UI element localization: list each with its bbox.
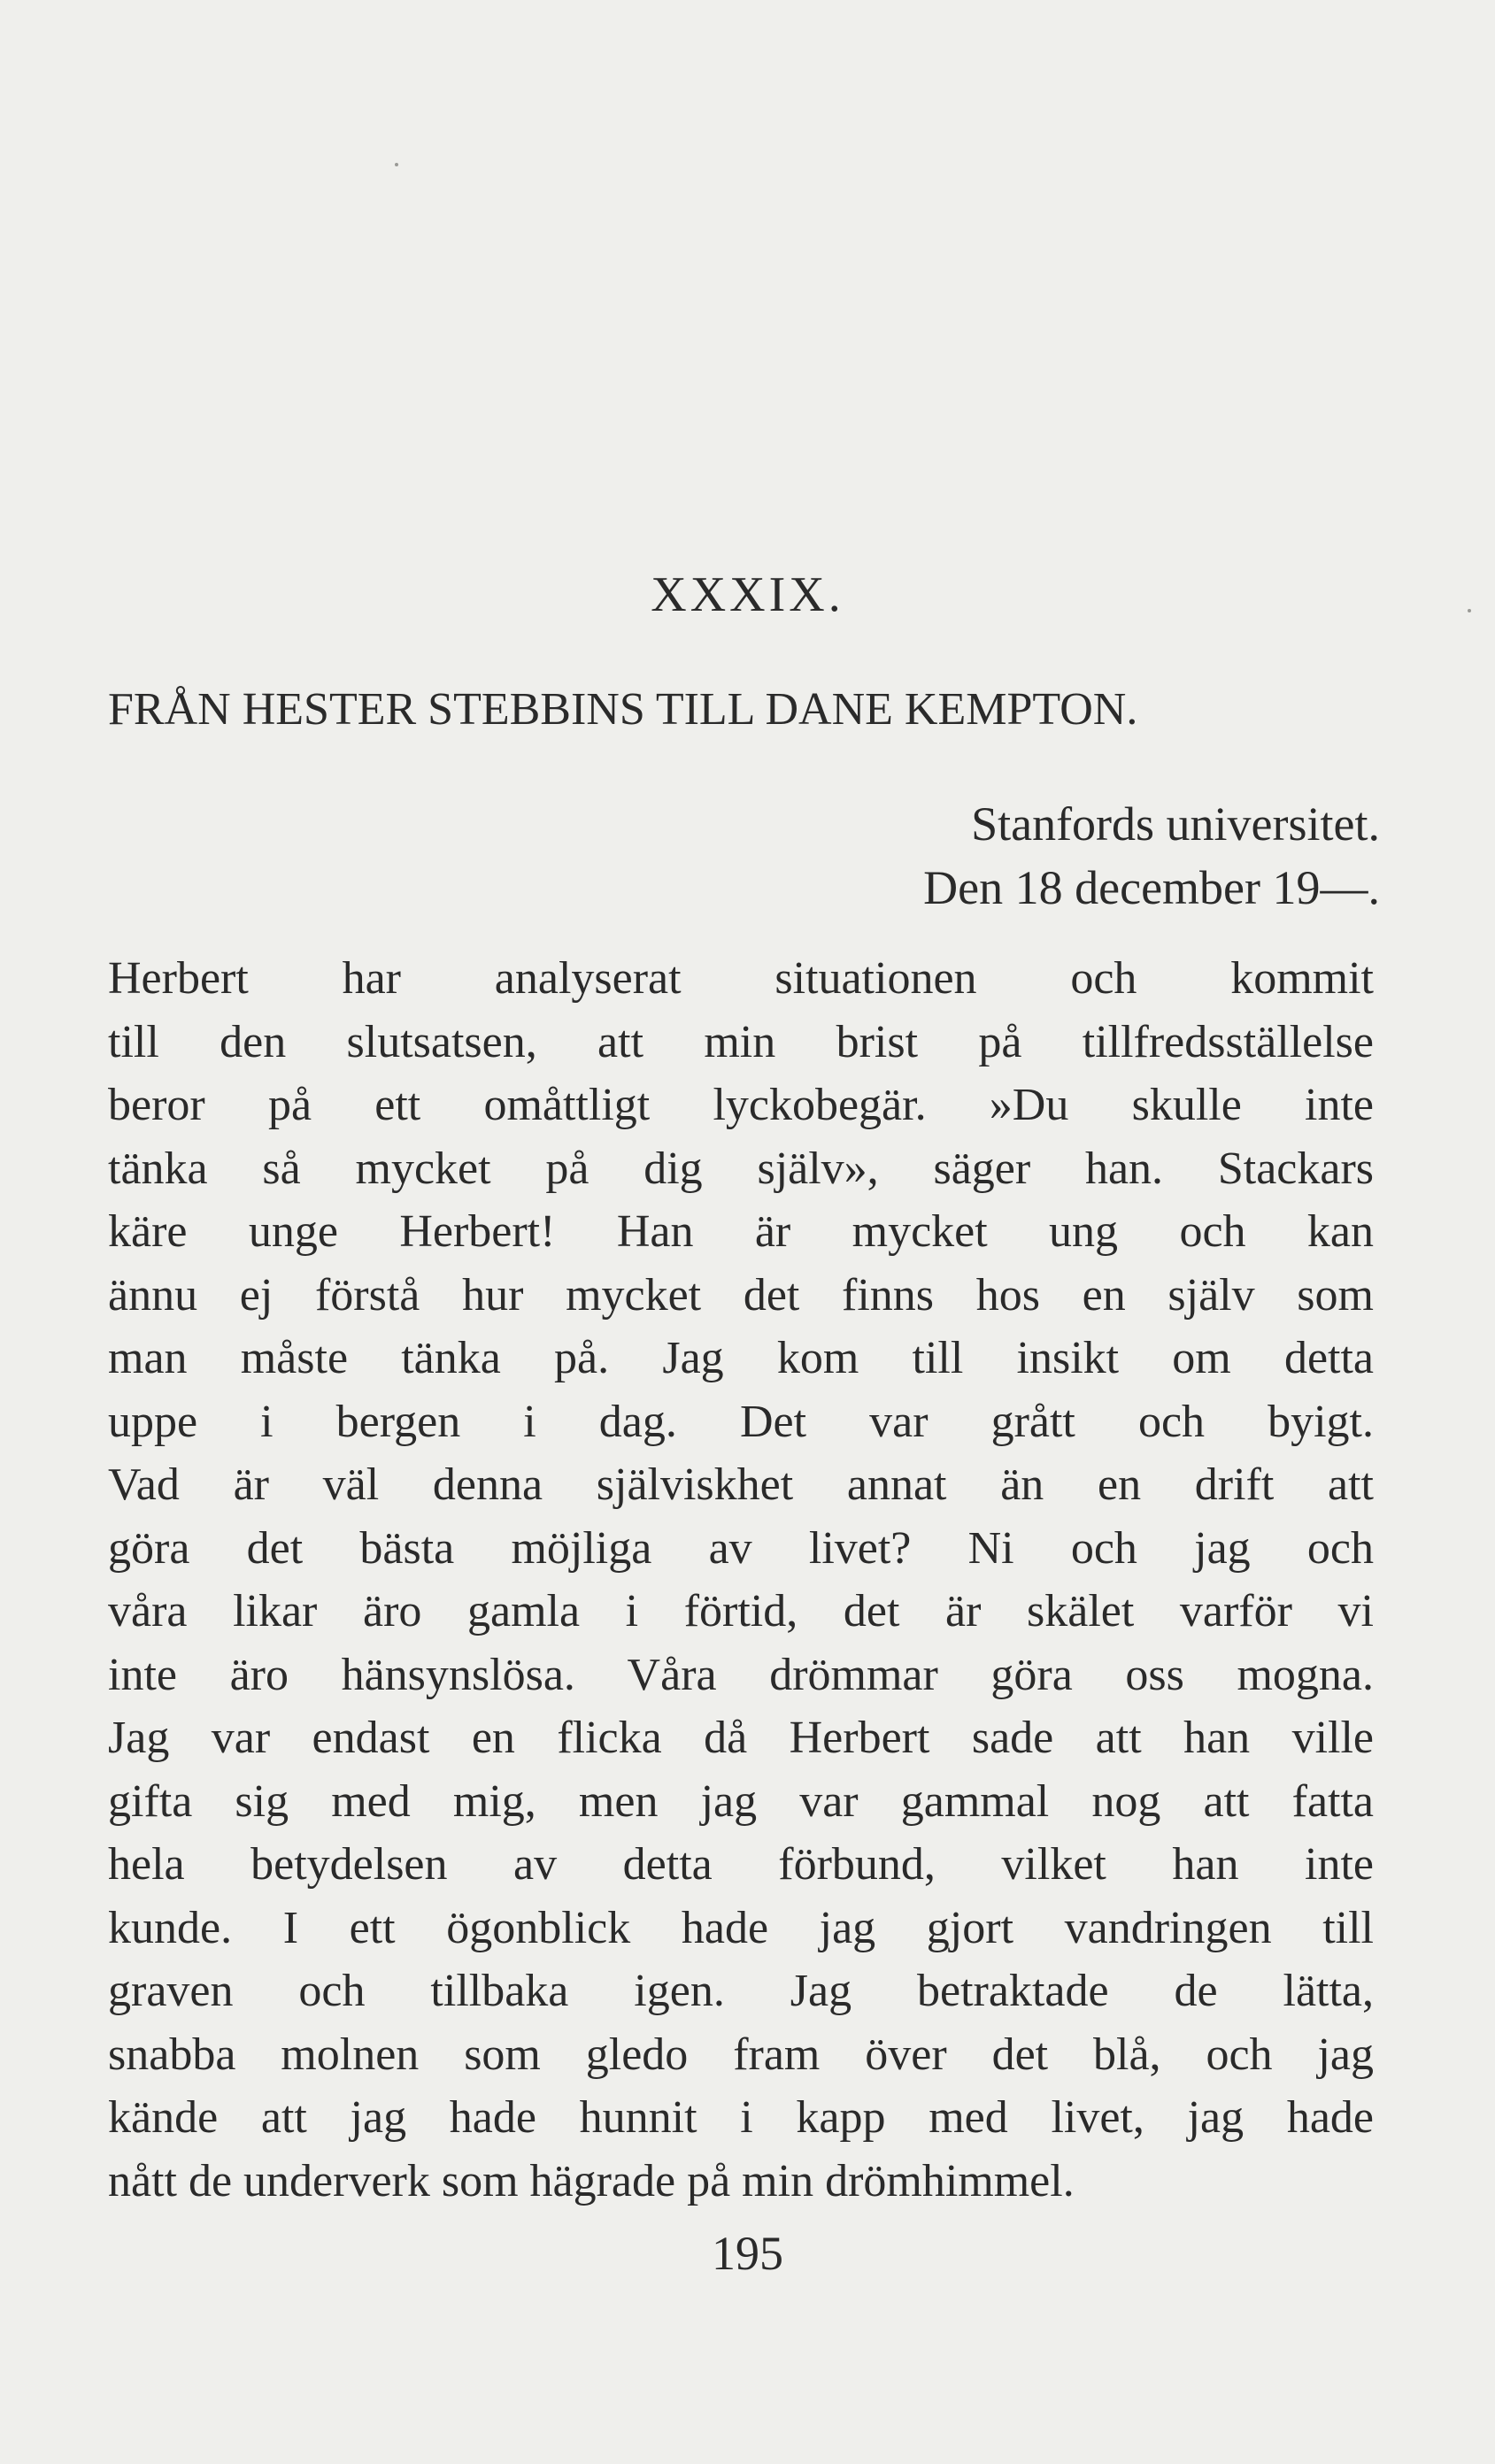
body-line: man måste tänka på. Jag kom till insikt om detta	[108, 1333, 1374, 1383]
body-line: beror på ett omåttligt lyckobegär. »Du skulle inte	[108, 1080, 1374, 1130]
body-line: Jag var endast en flicka då Herbert sade att han ville	[108, 1713, 1374, 1763]
body-line: Herbert har analyserat situationen och kommit	[108, 953, 1374, 1004]
body-line: käre unge Herbert! Han är mycket ung och kan	[108, 1206, 1374, 1257]
body-line: nått de underverk som hägrade på min drömhimmel.	[108, 2155, 1075, 2206]
body-line: ännu ej förstå hur mycket det finns hos en själv som	[108, 1269, 1374, 1321]
body-line: våra likar äro gamla i förtid, det är skälet varför vi	[108, 1586, 1374, 1636]
paper-speck	[395, 163, 398, 166]
letter-body	[108, 947, 1374, 2213]
body-line: kunde. I ett ögonblick hade jag gjort vandringen till	[108, 1902, 1374, 1953]
body-line: Vad är väl denna själviskhet annat än en drift att	[108, 1459, 1374, 1510]
dateline-place: Stanfords universitet.	[971, 797, 1380, 851]
body-line: inte äro hänsynslösa. Våra drömmar göra oss mogna.	[108, 1649, 1374, 1700]
body-line: graven och tillbaka igen. Jag betraktade de lätta,	[108, 1966, 1374, 2016]
body-line: kände att jag hade hunnit i kapp med livet, jag hade	[108, 2092, 1374, 2143]
body-line: uppe i bergen i dag. Det var grått och byigt.	[108, 1396, 1374, 1447]
body-line: snabba molnen som gledo fram över det blå, och jag	[108, 2029, 1374, 2080]
body-line: tänka så mycket på dig själv», säger han. Stackars	[108, 1143, 1374, 1194]
chapter-title: FRÅN HESTER STEBBINS TILL DANE KEMPTON.	[108, 684, 1138, 735]
page-number: 195	[712, 2227, 783, 2280]
body-line: hela betydelsen av detta förbund, vilket han inte	[108, 1839, 1374, 1890]
dateline-date: Den 18 december 19—.	[923, 861, 1380, 914]
chapter-number: XXXIX.	[651, 567, 844, 622]
body-line: göra det bästa möjliga av livet? Ni och jag och	[108, 1522, 1374, 1574]
body-line: gifta sig med mig, men jag var gammal nog att fatta	[108, 1775, 1374, 1827]
body-line: till den slutsatsen, att min brist på tillfredsställelse	[108, 1016, 1374, 1067]
